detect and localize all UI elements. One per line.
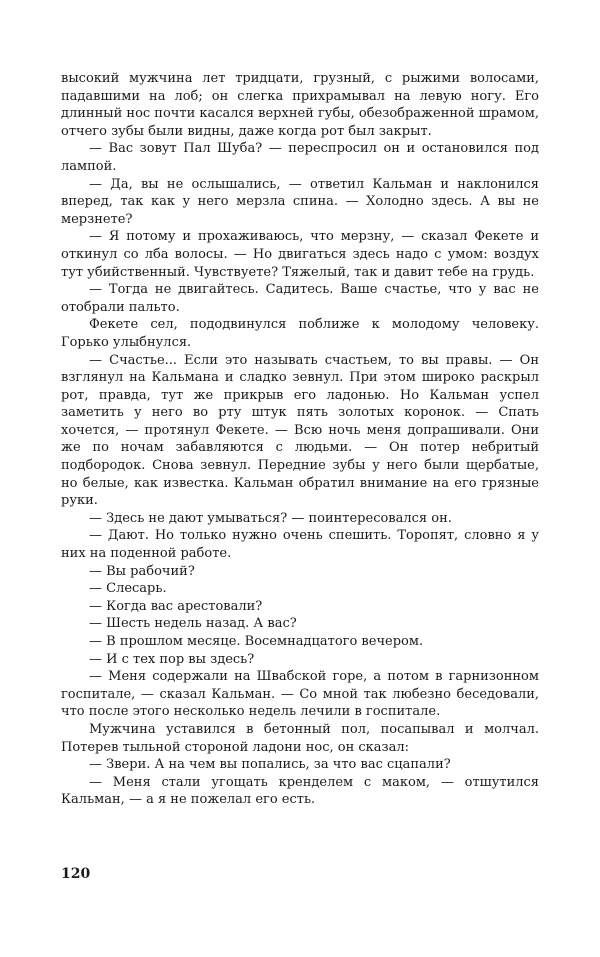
paragraph: — Когда вас арестовали? xyxy=(89,598,263,614)
paragraph: — Да, вы не ослышались, — ответил Кальман и наклонился вперед, так как у него мерзла спина. — Холодно здесь. А вы не мерзнете? xyxy=(61,176,539,227)
paragraph: Мужчина уставился в бетонный пол, посапывал и молчал. Потерев тыльной стороной ладони нос, он сказал: xyxy=(61,721,539,755)
paragraph: — Вас зовут Пал Шуба? — переспросил он и остановился под лампой. xyxy=(61,141,539,174)
paragraph: — Меня содержали на Швабской горе, а потом в гарнизонном госпитале, — сказал Кальман. — Со мной так любезно беседовали, что после этого несколько недель лечили в госпитале. xyxy=(61,669,539,720)
paragraph: — Звери. А на чем вы попались, за что вас сцапали? xyxy=(89,757,451,773)
paragraph: Фекете сел, пододвинулся поближе к молодому человеку. Горько улыбнулся. xyxy=(61,317,539,350)
paragraph: — Счастье... Если это называть счастьем, то вы правы. — Он взглянул на Кальмана и сладко зевнул. При этом широко раскрыл рот, правда, тут же прикрыв его ладонью. Но Кальман успел заметить у него во рту штук пять золотых коронок. — Спать хочется, — протянул Фекете. — Всю ночь меня допрашивали. Они же по ночам забавляются с людьми. — Он потер небритый подбородок. Снова зевнул. Передние зубы у него были щербатые, но белые, как известка. Кальман обратил внимание на его грязные руки. xyxy=(61,352,539,509)
paragraph: — Дают. Но только нужно очень спешить. Торопят, словно я у них на поденной работе. xyxy=(61,528,539,562)
paragraph: — Слесарь. xyxy=(89,581,167,597)
paragraph: — Шесть недель назад. А вас? xyxy=(89,616,297,632)
paragraph: — Меня стали угощать кренделем с маком, — отшутился Кальман, — а я не пожелал его есть. xyxy=(61,774,539,808)
page-number: 120 xyxy=(61,866,91,882)
paragraph: — И с тех пор вы здесь? xyxy=(89,651,255,667)
paragraph: — Здесь не дают умываться? — поинтересовался он. xyxy=(89,510,452,526)
paragraph: высокий мужчина лет тридцати, грузный, с рыжими волосами, падавшими на лоб; он слегка прихрамывал на левую ногу. Его длинный нос почти касался верхней губы, обезображенной шрамом, отчего зубы были видны, даже когда рот был закрыт. xyxy=(61,71,539,139)
page-body-text xyxy=(61,70,539,809)
paragraph: — Тогда не двигайтесь. Садитесь. Ваше счастье, что у вас не отобрали пальто. xyxy=(61,282,539,315)
paragraph: — Вы рабочий? xyxy=(89,563,195,579)
paragraph: — В прошлом месяце. Восемнадцатого вечером. xyxy=(89,634,424,649)
paragraph: — Я потому и прохаживаюсь, что мерзну, — сказал Фекете и откинул со лба волосы. — Но двигаться здесь надо с умом: воздух тут убийственный. Чувствуете? Тяжелый, так и давит тебе на грудь. xyxy=(61,229,539,280)
